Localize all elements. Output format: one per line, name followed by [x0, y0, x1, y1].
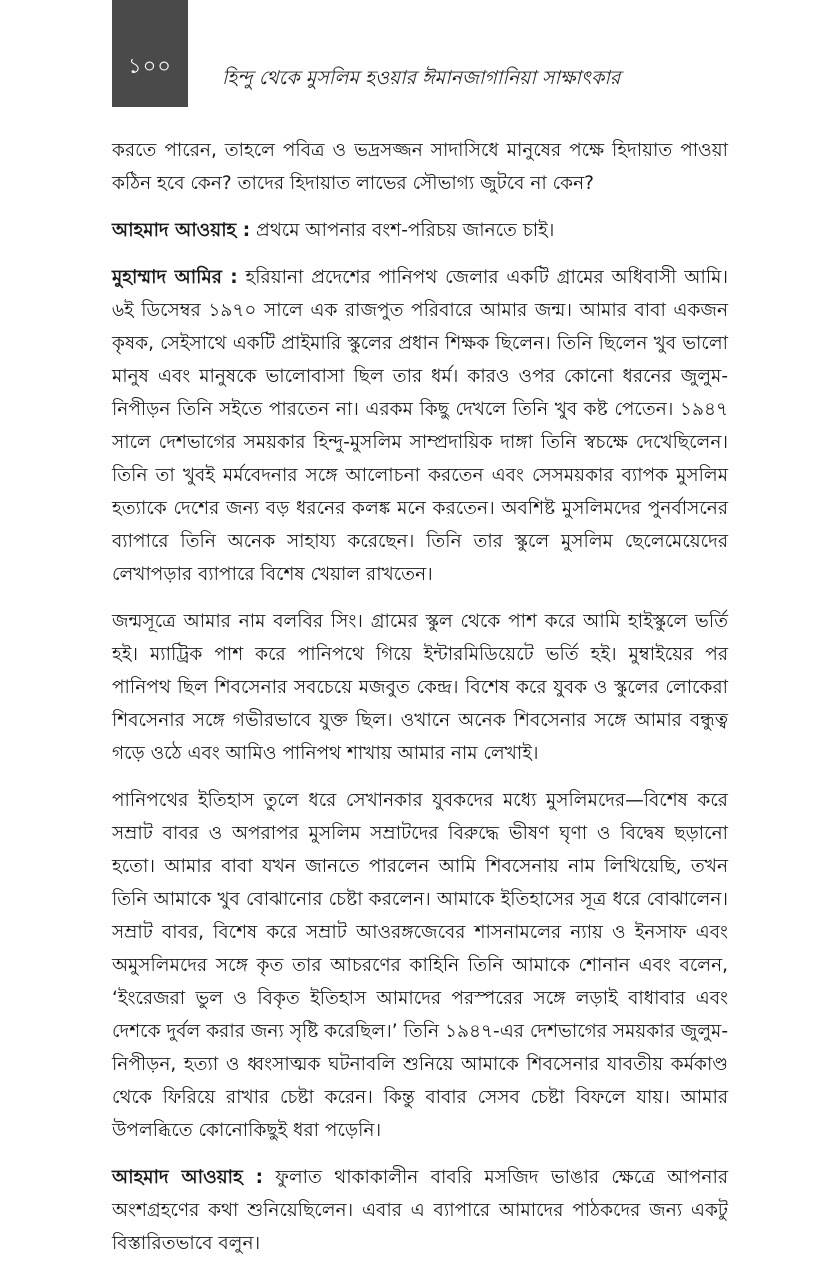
running-header: হিন্দু থেকে মুসলিম হওয়ার ঈমানজাগানিয়া সাক্ষাৎকার: [222, 67, 621, 89]
speaker-name: আহমাদ আওয়াহ :: [112, 1167, 264, 1188]
question-paragraph: [112, 214, 728, 247]
paragraph-text: হরিয়ানা প্রদেশের পানিপথ জেলার একটি গ্রামের অধিবাসী আমি। ৬ই ডিসেম্বর ১৯৭০ সালে এক রাজপুত পরিবারে আমার জন্ম। আমার বাবা একজন কৃষক, সেইসাথে একটি প্রাইমারি স্কুলের প্রধান শিক্ষক ছিলেন। তিনি ছিলেন খুব ভালো মানুষ এবং মানুষকে ভালোবাসা ছিল তার ধর্ম। কারও ওপর কোনো ধরনের জুলুম-নিপীড়ন তিনি সইতে পারতেন না। এরকম কিছু দেখলে তিনি খুব কষ্ট পেতেন। ১৯৪৭ সালে দেশভাগের সময়কার হিন্দু-মুসলিম সাম্প্রদায়িক দাঙ্গা তিনি স্বচক্ষে দেখেছিলেন। তিনি তা খুবই মর্মবেদনার সঙ্গে আলোচনা করতেন এবং সেসময়কার ব্যাপক মুসলিম হত্যাকে দেশের জন্য বড় ধরনের কলঙ্ক মনে করতেন। অবশিষ্ট মুসলিমদের পুনর্বাসনের ব্যাপারে তিনি অনেক সাহায্য করেছেন। তিনি তার স্কুলে মুসলিম ছেলেমেয়েদের লেখাপড়ার ব্যাপারে বিশেষ খেয়াল রাখতেন।: [112, 267, 728, 585]
paragraph-text: জন্মসূত্রে আমার নাম বলবির সিং। গ্রামের স্কুল থেকে পাশ করে আমি হাইস্কুলে ভর্তি হই। ম্যাট্রিক পাশ করে পানিপথে গিয়ে ইন্টারমিডিয়েটে ভর্তি হই। মুম্বাইয়ের পর পানিপথ ছিল শিবসেনার সবচেয়ে মজবুত কেন্দ্র। বিশেষ করে যুবক ও স্কুলের লোকেরা শিবসেনার সঙ্গে গভীরভাবে যুক্ত ছিল। ওখানে অনেক শিবসেনার সঙ্গে আমার বন্ধুত্ব গড়ে ওঠে এবং আমিও পানিপথ শাখায় আমার নাম লেখাই।: [112, 611, 728, 764]
paragraph-text: করতে পারেন, তাহলে পবিত্র ও ভদ্রসজ্জন সাদাসিধে মানুষের পক্ষে হিদায়াত পাওয়া কঠিন হবে কেন? তাদের হিদায়াত লাভের সৌভাগ্য জুটবে না কেন?: [112, 140, 728, 194]
paragraph-text: ফুলাত থাকাকালীন বাবরি মসজিদ ভাঙার ক্ষেত্রে আপনার অংশগ্রহণের কথা শুনিয়েছিলেন। এবার এ ব্যাপারে আমাদের পাঠকদের জন্য একটু বিস্তারিতভাবে বলুন।: [112, 1167, 728, 1254]
answer-paragraph-continued: [112, 784, 728, 1147]
question-paragraph: [112, 1161, 728, 1260]
page-body: [112, 134, 728, 1274]
paragraph-text: পানিপথের ইতিহাস তুলে ধরে সেখানকার যুবকদের মধ্যে মুসলিমদের—বিশেষ করে সম্রাট বাবর ও অপরাপর মুসলিম সম্রাটদের বিরুদ্ধে ভীষণ ঘৃণা ও বিদ্বেষ ছড়ানো হতো। আমার বাবা যখন জানতে পারলেন আমি শিবসেনায় নাম লিখিয়েছি, তখন তিনি আমাকে খুব বোঝানোর চেষ্টা করলেন। আমাকে ইতিহাসের সূত্র ধরে বোঝালেন। সম্রাট বাবর, বিশেষ করে সম্রাট আওরঙ্গজেবের শাসনামলের ন্যায় ও ইনসাফ এবং অমুসলিমদের সঙ্গে কৃত তার আচরণের কাহিনি তিনি আমাকে শোনান এবং বলেন, ‘ইংরেজরা ভুল ও বিকৃত ইতিহাস আমাদের পরস্পরের সঙ্গে লড়াই বাধাবার এবং দেশকে দুর্বল করার জন্য সৃষ্টি করেছিল।’ তিনি ১৯৪৭-এর দেশভাগের সময়কার জুলুম-নিপীড়ন, হত্যা ও ধ্বংসাত্মক ঘটনাবলি শুনিয়ে আমাকে শিবসেনার যাবতীয় কর্মকাণ্ড থেকে ফিরিয়ে রাখার চেষ্টা করেন। কিন্তু বাবার সেসব চেষ্টা বিফলে যায়। আমার উপলব্ধিতে কোনোকিছুই ধরা পড়েনি।: [112, 790, 728, 1141]
page-number: ১০০: [128, 54, 172, 78]
answer-paragraph: [112, 261, 728, 591]
speaker-name: আহমাদ আওয়াহ :: [112, 220, 251, 241]
paragraph-text: প্রথমে আপনার বংশ-পরিচয় জানতে চাই।: [250, 220, 555, 241]
paragraph-continuation: [112, 134, 728, 200]
page-number-tab: [112, 0, 188, 107]
answer-paragraph-continued: [112, 605, 728, 770]
speaker-name: মুহাম্মাদ আমির :: [112, 267, 238, 288]
